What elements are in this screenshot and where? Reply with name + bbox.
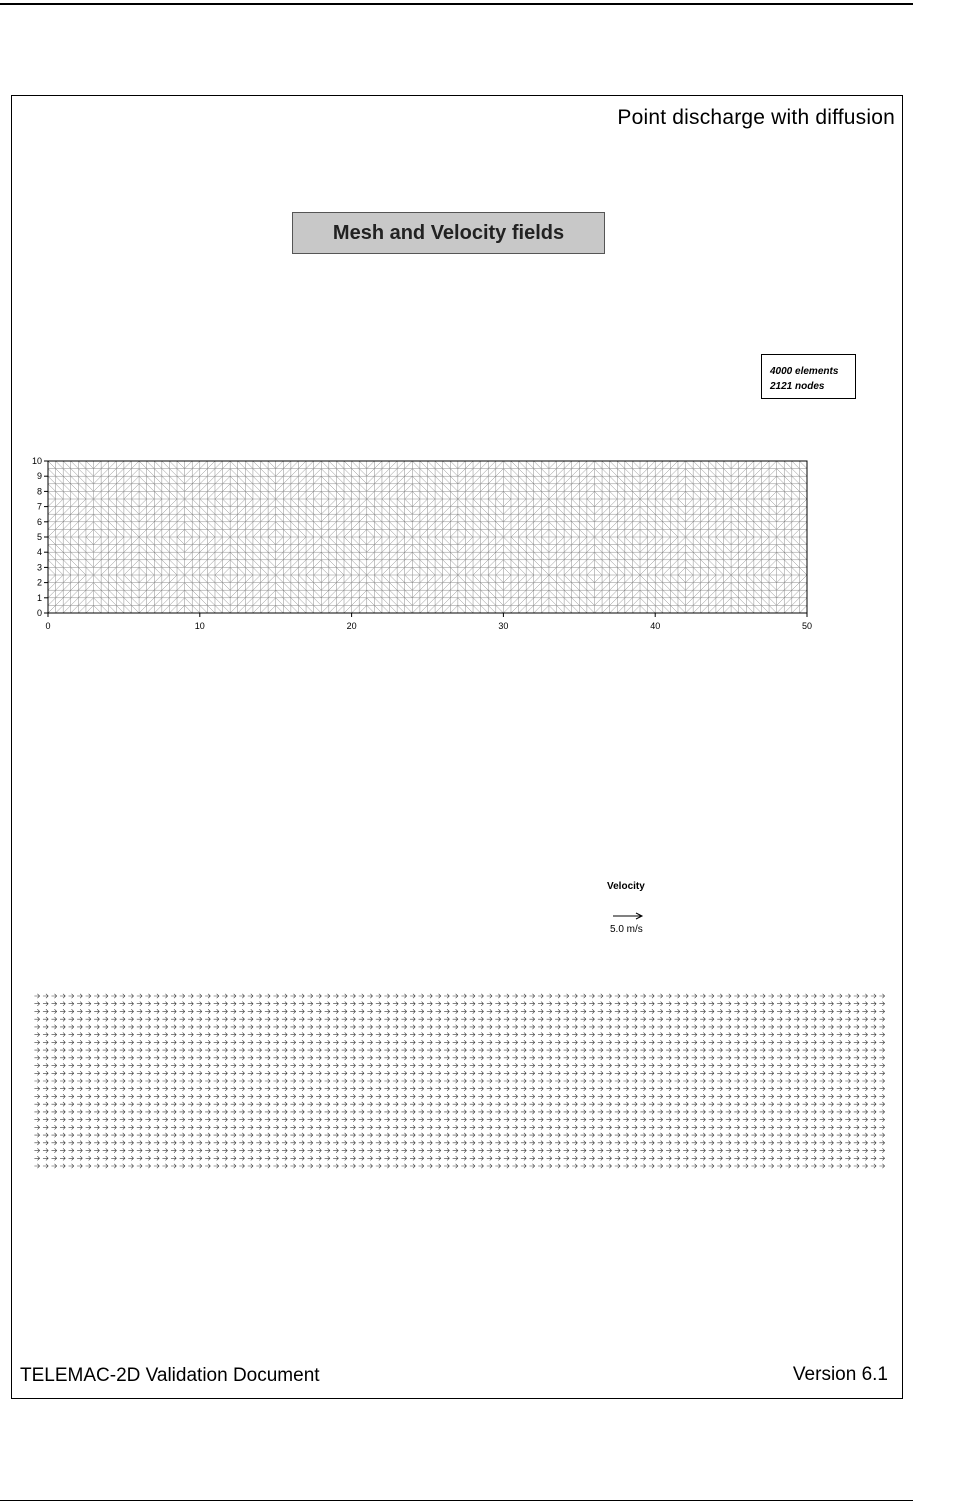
- mesh-x-tick-label: 10: [194, 621, 205, 631]
- mesh-y-tick-label: 9: [36, 471, 42, 482]
- velocity-legend-value: 5.0 m/s: [610, 924, 643, 935]
- velocity-legend-arrow-icon: [612, 911, 644, 921]
- mesh-grid: [48, 461, 807, 613]
- mesh-x-tick-label: 0: [45, 621, 51, 631]
- mesh-y-tick-label: 4: [36, 547, 42, 558]
- mesh-y-tick-label: 7: [36, 501, 42, 512]
- mesh-y-tick-label: 10: [31, 456, 42, 466]
- velocity-field-chart: [30, 990, 890, 1175]
- mesh-nodes-count: 2121 nodes: [770, 381, 825, 392]
- mesh-elements-count: 4000 elements: [770, 366, 839, 377]
- mesh-chart: [20, 452, 820, 637]
- velocity-arrows: [34, 994, 884, 1168]
- mesh-lines: [48, 461, 807, 613]
- mesh-y-tick-label: 1: [36, 592, 42, 603]
- section-heading-label: Mesh and Velocity fields: [332, 221, 565, 244]
- mesh-info-box: [761, 354, 856, 399]
- mesh-y-tick-label: 6: [36, 516, 42, 527]
- mesh-y-tick-label: 2: [36, 577, 42, 588]
- mesh-x-tick-label: 20: [346, 621, 357, 631]
- mesh-x-tick-label: 30: [498, 621, 509, 631]
- document-version: Version 6.1: [792, 1364, 888, 1385]
- mesh-y-tick-label: 8: [36, 486, 42, 497]
- document-title: TELEMAC-2D Validation Document: [20, 1365, 320, 1386]
- bottom-rule: [0, 1500, 913, 1501]
- page-frame: [11, 95, 903, 1399]
- mesh-y-tick-label: 3: [36, 562, 42, 573]
- mesh-x-tick-label: 40: [650, 621, 661, 631]
- mesh-y-tick-label: 5: [36, 532, 42, 542]
- page-title: Point discharge with diffusion: [617, 106, 895, 129]
- velocity-legend-title: Velocity: [607, 881, 645, 892]
- section-heading: [292, 212, 605, 254]
- mesh-x-tick-label: 50: [801, 621, 813, 631]
- top-rule: [0, 3, 913, 5]
- mesh-y-tick-label: 0: [36, 608, 42, 618]
